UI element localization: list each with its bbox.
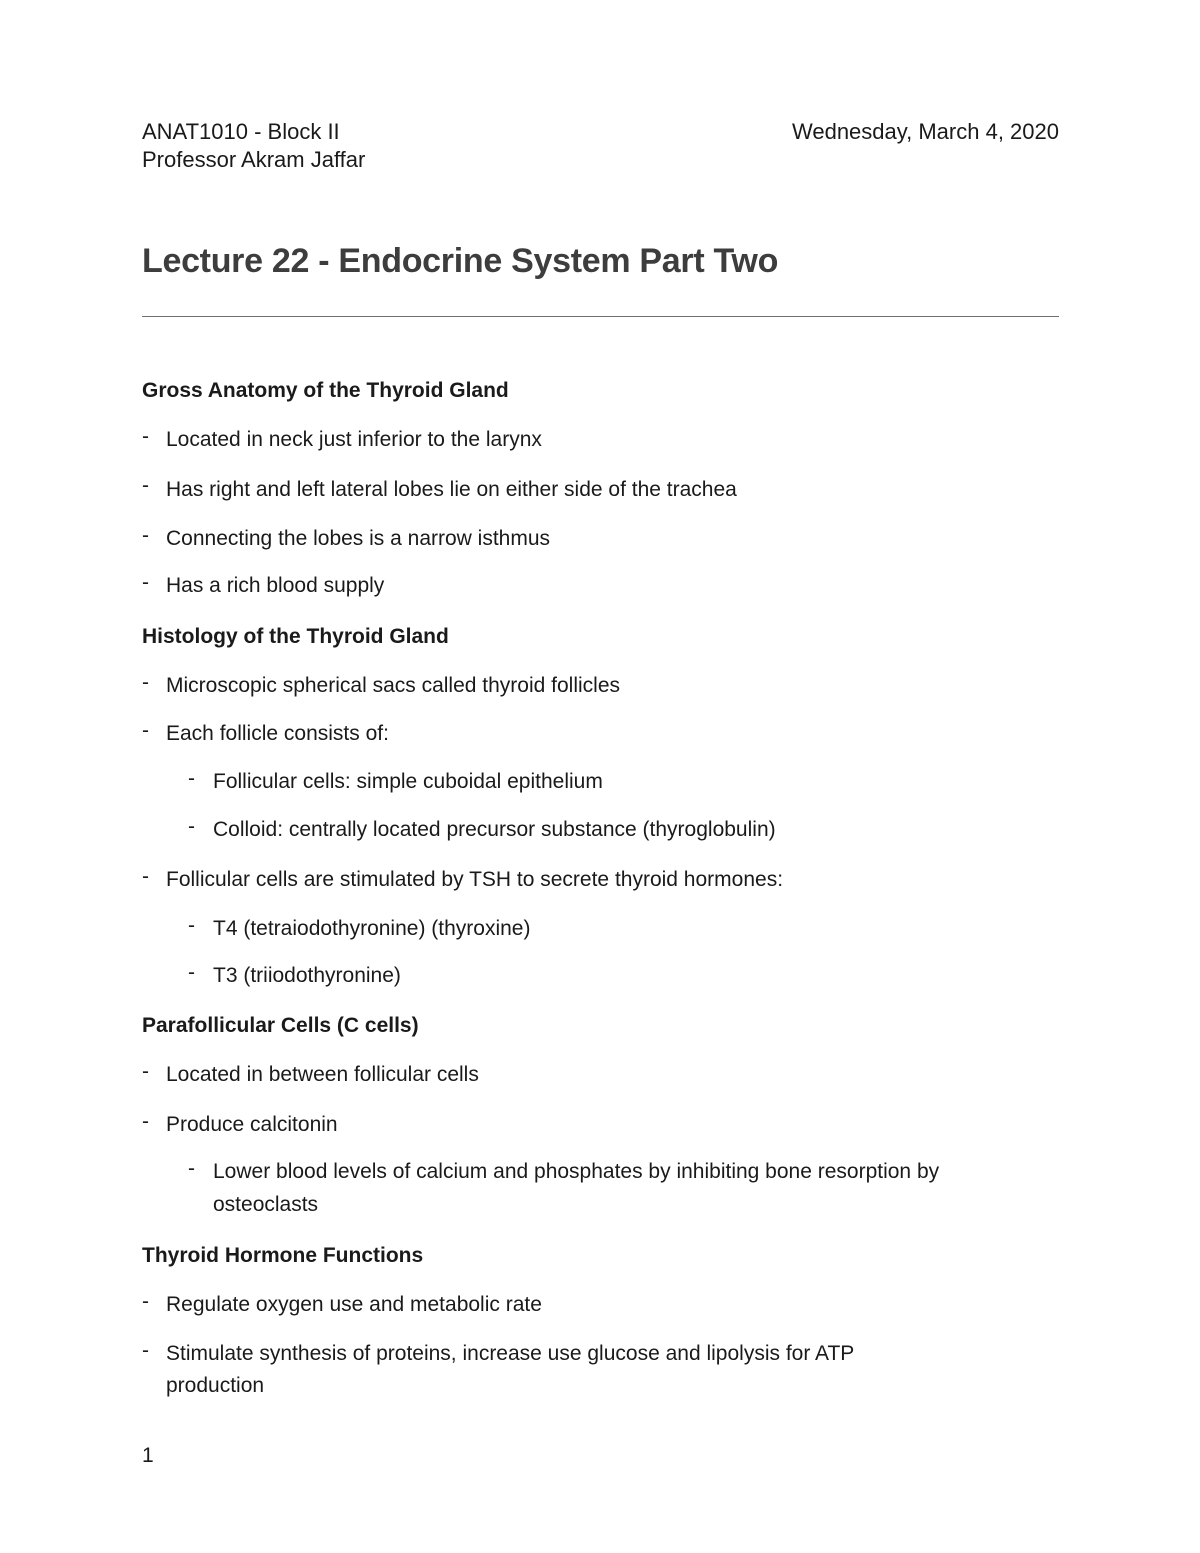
section-heading-gross-anatomy: Gross Anatomy of the Thyroid Gland bbox=[142, 379, 509, 402]
dash-bullet: - bbox=[188, 914, 195, 937]
dash-bullet: - bbox=[142, 425, 149, 448]
dash-bullet: - bbox=[188, 961, 195, 984]
dash-bullet: - bbox=[142, 671, 149, 694]
list-item-text: Located in neck just inferior to the larynx bbox=[166, 428, 542, 451]
list-item-text: Colloid: centrally located precursor substance (thyroglobulin) bbox=[213, 818, 776, 841]
dash-bullet: - bbox=[188, 815, 195, 838]
list-item-text: T3 (triiodothyronine) bbox=[213, 964, 401, 987]
dash-bullet: - bbox=[142, 524, 149, 547]
dash-bullet: - bbox=[142, 865, 149, 888]
section-heading-hormone-functions: Thyroid Hormone Functions bbox=[142, 1244, 424, 1267]
list-item-text: Produce calcitonin bbox=[166, 1113, 338, 1136]
list-item-text-continuation: osteoclasts bbox=[213, 1193, 319, 1216]
dash-bullet: - bbox=[142, 571, 149, 594]
list-item-text: Has a rich blood supply bbox=[166, 574, 385, 597]
dash-bullet: - bbox=[142, 719, 149, 742]
dash-bullet: - bbox=[142, 1290, 149, 1313]
lecture-date: Wednesday, March 4, 2020 bbox=[791, 119, 1059, 144]
dash-bullet: - bbox=[142, 1339, 149, 1362]
list-item-text: Lower blood levels of calcium and phosphates by inhibiting bone resorption by bbox=[213, 1160, 940, 1183]
list-item-text: Follicular cells are stimulated by TSH to secrete thyroid hormones: bbox=[166, 868, 784, 891]
dash-bullet: - bbox=[142, 1060, 149, 1083]
list-item-text: Each follicle consists of: bbox=[166, 722, 389, 745]
dash-bullet: - bbox=[142, 474, 149, 497]
section-heading-parafollicular: Parafollicular Cells (C cells) bbox=[142, 1014, 419, 1037]
course-code: ANAT1010 - Block II bbox=[142, 119, 340, 144]
list-item-text: Microscopic spherical sacs called thyroid follicles bbox=[166, 674, 621, 697]
list-item-text: Follicular cells: simple cuboidal epithelium bbox=[213, 770, 603, 793]
list-item-text: Stimulate synthesis of proteins, increase use glucose and lipolysis for ATP bbox=[166, 1342, 855, 1365]
list-item-text-continuation: production bbox=[166, 1374, 265, 1397]
professor-name: Professor Akram Jaffar bbox=[142, 147, 366, 172]
page-title: Lecture 22 - Endocrine System Part Two bbox=[142, 242, 779, 280]
dash-bullet: - bbox=[142, 1110, 149, 1133]
list-item-text: T4 (tetraiodothyronine) (thyroxine) bbox=[213, 917, 531, 940]
dash-bullet: - bbox=[188, 767, 195, 790]
title-divider bbox=[142, 316, 1059, 317]
page-number: 1 bbox=[142, 1444, 154, 1467]
list-item-text: Has right and left lateral lobes lie on either side of the trachea bbox=[166, 478, 737, 501]
list-item-text: Regulate oxygen use and metabolic rate bbox=[166, 1293, 542, 1316]
section-heading-histology: Histology of the Thyroid Gland bbox=[142, 625, 449, 648]
dash-bullet: - bbox=[188, 1157, 195, 1180]
list-item-text: Connecting the lobes is a narrow isthmus bbox=[166, 527, 551, 550]
list-item-text: Located in between follicular cells bbox=[166, 1063, 479, 1086]
